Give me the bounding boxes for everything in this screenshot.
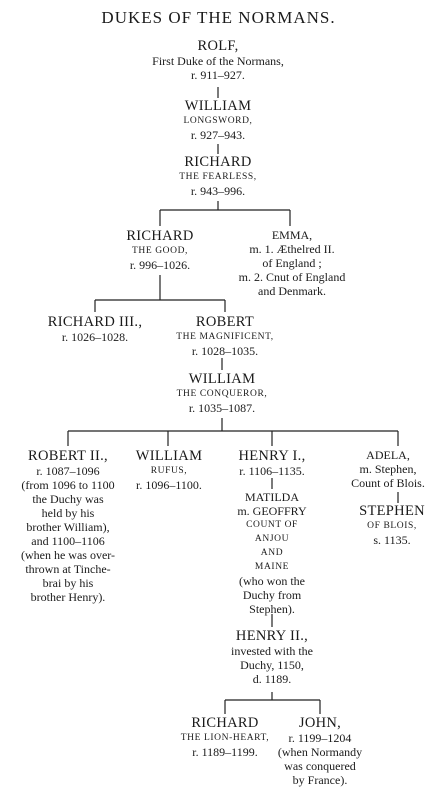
- person-detail: (from 1096 to 1100: [21, 478, 115, 492]
- person-name: HENRY I.,: [238, 448, 306, 464]
- person-reign: s. 1135.: [373, 533, 411, 547]
- person-detail: the Duchy was: [32, 492, 104, 506]
- person-reign: r. 927–943.: [190, 128, 246, 142]
- person-epithet: THE LION-HEART,: [180, 733, 270, 743]
- person-detail: m. Stephen,: [359, 462, 417, 476]
- person-name: EMMA,: [271, 228, 313, 242]
- person-reign: r. 1199–1204: [288, 731, 352, 745]
- person-epithet: THE GOOD,: [131, 246, 189, 256]
- person-detail: (when he was over-: [20, 548, 116, 562]
- node-richard-good: [100, 228, 220, 272]
- person-reign: r. 1035–1087.: [188, 401, 256, 415]
- person-name: ROBERT II.,: [28, 448, 108, 464]
- person-reign: r. 1096–1100.: [136, 478, 202, 492]
- person-name: JOHN,: [298, 715, 342, 731]
- person-epithet: MAINE: [254, 562, 290, 572]
- person-name: HENRY II.,: [235, 628, 309, 644]
- node-robert-magnificent: [155, 314, 295, 358]
- node-william-conqueror: [152, 371, 292, 415]
- person-epithet: THE CONQUEROR,: [176, 389, 268, 399]
- person-name: STEPHEN: [359, 503, 425, 519]
- person-epithet: ANJOU: [254, 534, 290, 544]
- person-name: ROLF,: [197, 38, 239, 54]
- person-detail: held by his: [41, 506, 95, 520]
- person-name: ADELA,: [366, 448, 410, 462]
- node-emma: [222, 228, 362, 298]
- person-detail: brai by his: [42, 576, 94, 590]
- person-reign: r. 1189–1199.: [192, 745, 258, 759]
- person-epithet: COUNT OF: [246, 520, 298, 530]
- person-reign: r. 996–1026.: [129, 258, 191, 272]
- node-adela: [342, 448, 434, 490]
- node-richard-iii: [30, 314, 160, 344]
- person-detail: d. 1189.: [252, 672, 292, 686]
- person-epithet: AND: [260, 548, 284, 558]
- person-epithet: RUFUS,: [150, 466, 188, 476]
- person-spouse: m. GEOFFRY: [237, 504, 307, 518]
- person-name: RICHARD: [126, 228, 194, 244]
- node-henry-ii: [210, 628, 334, 686]
- person-name: MATILDA: [245, 490, 299, 504]
- node-matilda: [218, 490, 326, 616]
- person-name: RICHARD: [191, 715, 259, 731]
- person-detail: Stephen).: [249, 602, 295, 616]
- person-detail: brother Henry).: [30, 590, 106, 604]
- person-reign: r. 1028–1035.: [191, 344, 259, 358]
- person-detail: brother William),: [26, 520, 110, 534]
- person-detail: Duchy, 1150,: [240, 658, 304, 672]
- person-detail: r. 1087–1096: [36, 464, 100, 478]
- node-robert-ii: [4, 448, 132, 604]
- person-epithet: THE MAGNIFICENT,: [176, 332, 274, 342]
- node-john: [270, 715, 370, 787]
- person-detail: Duchy from: [242, 588, 302, 602]
- person-reign: r. 911–927.: [191, 68, 245, 82]
- person-detail: m. 2. Cnut of England: [238, 270, 346, 284]
- node-william-rufus: [123, 448, 215, 492]
- node-richard-fearless: [138, 154, 298, 198]
- person-name: WILLIAM: [135, 448, 203, 464]
- person-name: ROBERT: [195, 314, 255, 330]
- node-stephen: [350, 503, 434, 547]
- person-name: RICHARD: [184, 154, 252, 170]
- person-reign: r. 1106–1135.: [239, 464, 305, 478]
- person-detail: m. 1. Æthelred II.: [249, 242, 335, 256]
- person-detail: (when Normandy: [277, 745, 363, 759]
- person-detail: and 1100–1106: [31, 534, 105, 548]
- person-detail: was conquered: [284, 759, 356, 773]
- person-epithet: THE FEARLESS,: [179, 172, 257, 182]
- person-detail: and Denmark.: [258, 284, 326, 298]
- node-henry-i: [222, 448, 322, 478]
- person-detail: by France).: [292, 773, 348, 787]
- chart-title: DUKES OF THE NORMANS.: [101, 8, 336, 27]
- node-rolf: [108, 38, 328, 82]
- person-name: RICHARD III.,: [47, 314, 143, 330]
- person-reign: r. 943–996.: [190, 184, 246, 198]
- person-detail: Count of Blois.: [351, 476, 425, 490]
- person-detail: of England ;: [262, 256, 322, 270]
- person-detail: First Duke of the Normans,: [152, 54, 284, 68]
- person-epithet: LONGSWORD,: [183, 116, 253, 126]
- person-name: WILLIAM: [184, 98, 252, 114]
- person-detail: invested with the: [231, 644, 313, 658]
- person-name: WILLIAM: [188, 371, 256, 387]
- person-detail: (who won the: [239, 574, 305, 588]
- node-william-longsword: [138, 98, 298, 142]
- person-epithet: OF BLOIS,: [367, 521, 417, 531]
- person-reign: r. 1026–1028.: [61, 330, 129, 344]
- person-detail: thrown at Tinche-: [25, 562, 111, 576]
